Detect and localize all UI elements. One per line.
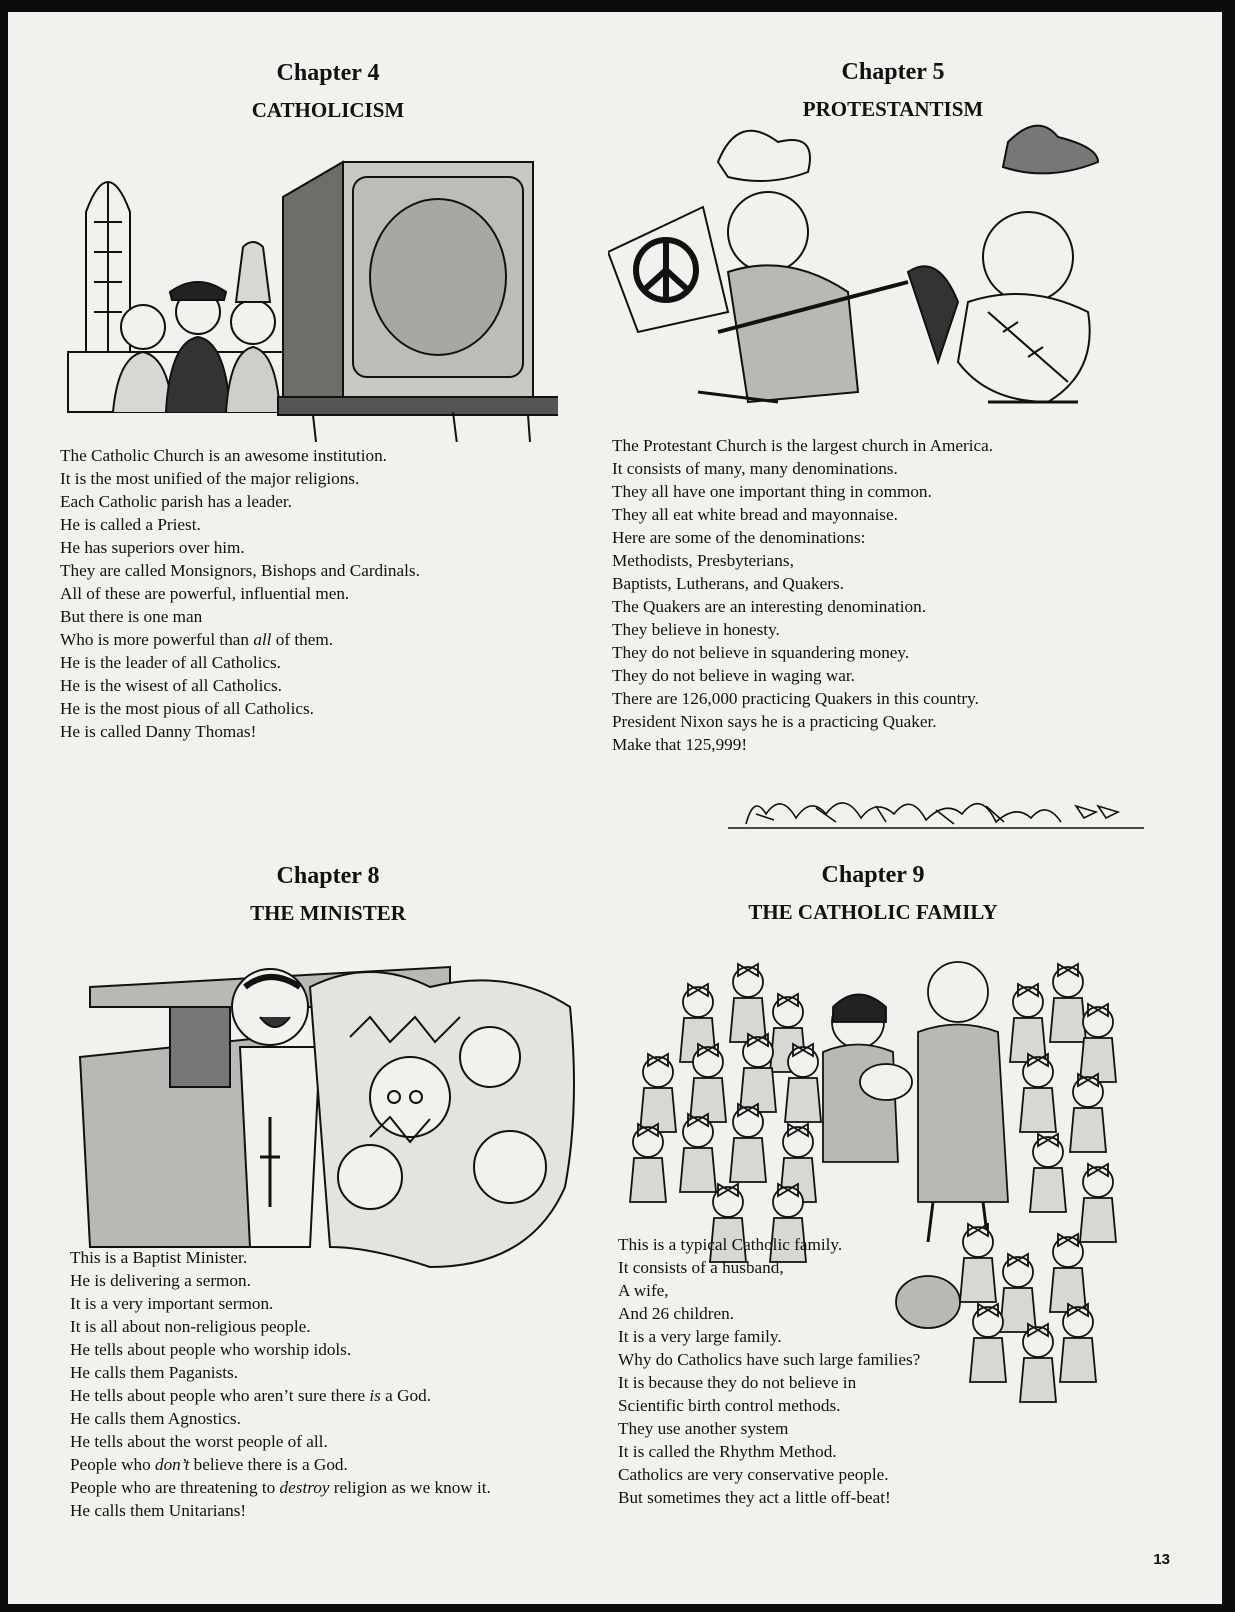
body-line: Methodists, Presbyterians, bbox=[612, 551, 794, 570]
body-line: This is a typical Catholic family. bbox=[618, 1235, 843, 1254]
body-line: He tells about people who worship idols. bbox=[70, 1340, 352, 1359]
body-line: Each Catholic parish has a leader. bbox=[60, 492, 292, 511]
line-segment: People who bbox=[70, 1455, 155, 1474]
catholicism-illustration bbox=[58, 142, 558, 442]
body-line: He is delivering a sermon. bbox=[70, 1271, 251, 1290]
body-line: It is called the Rhythm Method. bbox=[618, 1442, 837, 1461]
body-line: The Quakers are an interesting denomination. bbox=[612, 597, 927, 616]
body-line: They all eat white bread and mayonnaise. bbox=[612, 505, 898, 524]
body-line: He is called Danny Thomas! bbox=[60, 722, 257, 741]
body-line: He calls them Paganists. bbox=[70, 1363, 239, 1382]
protestantism-illustration bbox=[608, 102, 1128, 422]
line-segment: Who is more powerful than bbox=[60, 630, 254, 649]
body-line: Baptists, Lutherans, and Quakers. bbox=[612, 574, 844, 593]
body-line: Scientific birth control methods. bbox=[618, 1396, 841, 1415]
body-line: It is the most unified of the major religions. bbox=[60, 469, 360, 488]
body-line: It is a very important sermon. bbox=[70, 1294, 274, 1313]
chapter-5-body bbox=[612, 434, 1082, 756]
body-line: He has superiors over him. bbox=[60, 538, 245, 557]
chapter-8-body bbox=[70, 1246, 570, 1522]
body-line bbox=[70, 1453, 570, 1476]
emphasis-text: is bbox=[369, 1386, 381, 1405]
chapter-label: Chapter 8 bbox=[276, 863, 380, 889]
body-line: They all have one important thing in common. bbox=[612, 482, 932, 501]
body-line: It is all about non-religious people. bbox=[70, 1317, 311, 1336]
body-line: And 26 children. bbox=[618, 1304, 734, 1323]
body-line: He is the most pious of all Catholics. bbox=[60, 699, 314, 718]
emphasis-text: destroy bbox=[279, 1478, 330, 1497]
body-line: There are 126,000 practicing Quakers in this country. bbox=[612, 689, 979, 708]
body-line: He is the leader of all Catholics. bbox=[60, 653, 281, 672]
chapter-label: Chapter 4 bbox=[276, 60, 380, 86]
body-line: They do not believe in squandering money. bbox=[612, 643, 910, 662]
chapter-label: Chapter 9 bbox=[821, 862, 925, 888]
body-line: He calls them Unitarians! bbox=[70, 1501, 247, 1520]
chapter-title: THE MINISTER bbox=[250, 901, 406, 925]
body-line: It is because they do not believe in bbox=[618, 1373, 857, 1392]
cartoon-divider bbox=[726, 784, 1146, 844]
body-line: President Nixon says he is a practicing Quaker. bbox=[612, 712, 937, 731]
body-line: But sometimes they act a little off-beat! bbox=[618, 1488, 891, 1507]
body-line bbox=[60, 628, 530, 651]
body-line: They are called Monsignors, Bishops and Cardinals. bbox=[60, 561, 420, 580]
body-line: He tells about the worst people of all. bbox=[70, 1432, 328, 1451]
body-line: They do not believe in waging war. bbox=[612, 666, 855, 685]
body-line: It consists of a husband, bbox=[618, 1258, 784, 1277]
line-segment: of them. bbox=[271, 630, 334, 649]
body-line: Catholics are very conservative people. bbox=[618, 1465, 889, 1484]
body-line: Make that 125,999! bbox=[612, 735, 748, 754]
body-line: A wife, bbox=[618, 1281, 669, 1300]
emphasis-text: don’t bbox=[154, 1455, 190, 1474]
chapter-title: CATHOLICISM bbox=[251, 98, 405, 122]
line-segment: a God. bbox=[380, 1386, 431, 1405]
chapter-9-body bbox=[618, 1233, 1018, 1509]
body-line: They believe in honesty. bbox=[612, 620, 780, 639]
body-line: He is the wisest of all Catholics. bbox=[60, 676, 282, 695]
body-line: Why do Catholics have such large families? bbox=[618, 1350, 921, 1369]
body-line: He is called a Priest. bbox=[60, 515, 201, 534]
body-line: The Catholic Church is an awesome institution. bbox=[60, 446, 387, 465]
magazine-page bbox=[8, 12, 1222, 1604]
body-line: Here are some of the denominations: bbox=[612, 528, 866, 547]
emphasis-text: all bbox=[253, 630, 272, 649]
body-line bbox=[70, 1384, 570, 1407]
body-line: This is a Baptist Minister. bbox=[70, 1248, 248, 1267]
body-line: The Protestant Church is the largest church in America. bbox=[612, 436, 994, 455]
body-line: He calls them Agnostics. bbox=[70, 1409, 241, 1428]
body-line: All of these are powerful, influential men. bbox=[60, 584, 350, 603]
line-segment: People who are threatening to bbox=[70, 1478, 280, 1497]
body-line: They use another system bbox=[618, 1419, 789, 1438]
chapter-title: PROTESTANTISM bbox=[802, 97, 984, 121]
body-line: It consists of many, many denominations. bbox=[612, 459, 898, 478]
chapter-4-heading bbox=[178, 58, 478, 124]
body-line bbox=[70, 1476, 570, 1499]
chapter-8-heading bbox=[178, 861, 478, 927]
line-segment: He tells about people who aren’t sure there bbox=[70, 1386, 370, 1405]
chapter-label: Chapter 5 bbox=[841, 59, 945, 85]
page-number: 13 bbox=[1153, 1551, 1170, 1568]
line-segment: believe there is a God. bbox=[189, 1455, 348, 1474]
chapter-9-heading bbox=[708, 860, 1038, 926]
chapter-4-body bbox=[60, 444, 530, 743]
chapter-title: THE CATHOLIC FAMILY bbox=[748, 900, 998, 924]
minister-illustration bbox=[70, 947, 590, 1277]
body-line: But there is one man bbox=[60, 607, 203, 626]
body-line: It is a very large family. bbox=[618, 1327, 782, 1346]
line-segment: religion as we know it. bbox=[329, 1478, 491, 1497]
